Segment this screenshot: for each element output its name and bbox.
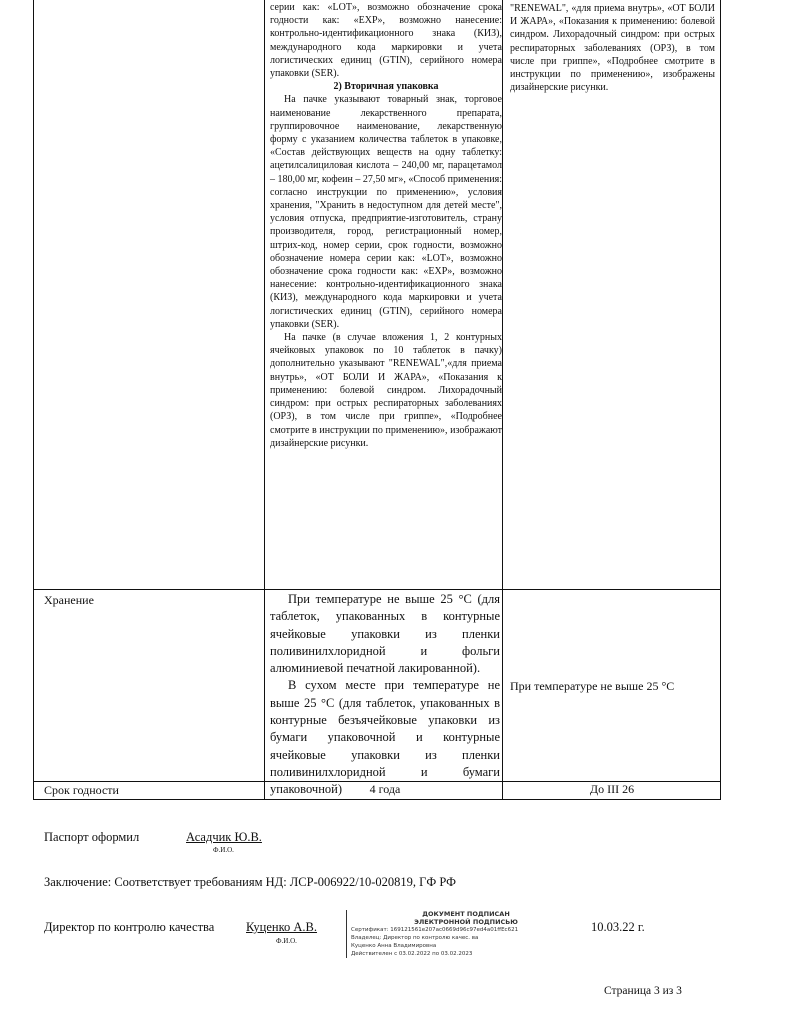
fio-caption-2: Ф.И.О. (276, 937, 297, 945)
expiry-requirement: 4 года (369, 782, 401, 796)
col-divider-2 (502, 0, 503, 799)
stamp-certificate: Сертификат: 169121561e207ac0669d96c97ed4a01ffEc621 (351, 927, 519, 933)
actual-packaging-text: "RENEWAL", «для приема внутрь», «ОТ БОЛИ И ЖАРА», «Показания к применению: болевой синдром. Лихорадочный синдром: при острых респираторных заболеваниях (ОРЗ), в том числе при гриппе», «Подробнее смотрите в инструкции по применению», изображены дизайнерские рисунки. (510, 3, 715, 94)
packaging-text-column (270, 1, 502, 450)
passport-table (33, 0, 721, 800)
secondary-packaging-heading: 2) Вторичная упаковка (333, 81, 439, 93)
storage-req-1: При температуре не выше 25 °С (для таблеток, упакованных в контурные ячейковые упаковки из пленки поливинилхлоридной и фольги алюминиевой печатной лакированной). (270, 592, 500, 676)
stamp-validity: Действителен с 03.02.2022 по 03.02.2023 (351, 951, 473, 957)
stamp-title-2: ЭЛЕКТРОННОЙ ПОДПИСЬЮ (414, 918, 518, 926)
conclusion: Заключение: Соответствует требованиям НД: ЛСР-006922/10-020819, ГФ РФ (44, 875, 456, 889)
secondary-packaging-para-2: На пачке (в случае вложения 1, 2 контурных ячейковых упаковок по 10 таблеток в пачку) дополнительно указывают "RENEWAL",«для приема внутрь», «ОТ БОЛИ И ЖАРА», «Показания к применению: болевой синдром. Лихорадочный синдром: при острых респираторных заболеваниях (ОРЗ), в том числе при гриппе», «Подробнее смотрите в инструкции по применению», изображают дизайнерские рисунки. (270, 332, 502, 449)
page-number: Страница 3 из 3 (604, 985, 682, 997)
director-name: Куценко А.В. (246, 920, 318, 934)
storage-req-2: В сухом месте при температуре не выше 25 °С (для таблеток, упакованных в контурные безъячейковые упаковки из бумаги упаковочной и контурные ячейковые упаковки из пленки поливинилхлоридной и бумаги упаковочной) (270, 678, 500, 797)
storage-label: Хранение (44, 593, 94, 607)
storage-requirements (270, 591, 500, 799)
stamp-owner-name: Куценко Анна Владимировна (351, 943, 437, 949)
expiry-label: Срок годности (44, 783, 119, 797)
e-signature-stamp (346, 910, 581, 958)
signature-date: 10.03.22 г. (591, 920, 645, 934)
storage-actual: При температуре не выше 25 °С (510, 679, 675, 693)
primary-packaging-tail: серии как: «LOT», возможно обозначение срока годности как: «EXP», возможно нанесение: контрольно-идентификационного знака (КИЗ), международного кода маркировки и учета логистических единиц (GTIN), серийного номера упаковки (SER). (270, 2, 502, 80)
secondary-packaging-para-1: На пачке указывают товарный знак, торговое наименование лекарственного препарата, группировочное наименование, лекарственную форму с указанием количества таблеток в упаковке, «Состав действующих веществ на одну таблетку: ацетилсалициловая кислота – 240,00 мг, парацетамол – 180,00 мг, кофеин – 27,50 мг», «Способ применения: согласно инструкции по применению», условия хранения, "Хранить в недоступном для детей месте", условия отпуска, предприятие-изготовитель, страну производителя, город, регистрационный номер, штрих-код, номер серии, срок годности, возможно обозначение номера серии как: «LOT», возможно обозначение срока годности как: «EXP», возможно нанесение: контрольно-идентификационного знака (КИЗ), международного кода маркировки и учета логистических единиц (GTIN), серийного номера упаковки (SER). (270, 94, 502, 330)
stamp-title-1: ДОКУМЕНТ ПОДПИСАН (422, 910, 510, 918)
col-divider-1 (264, 0, 265, 799)
passport-label: Паспорт оформил (44, 830, 140, 844)
director-label: Директор по контролю качества (44, 920, 215, 934)
passport-name: Асадчик Ю.В. (186, 830, 262, 844)
row-divider-storage (34, 589, 720, 590)
fio-caption-1: Ф.И.О. (213, 846, 234, 854)
stamp-owner: Владелец: Директор по контролю качес. ва (351, 935, 479, 941)
expiry-actual: До III 26 (589, 782, 635, 796)
